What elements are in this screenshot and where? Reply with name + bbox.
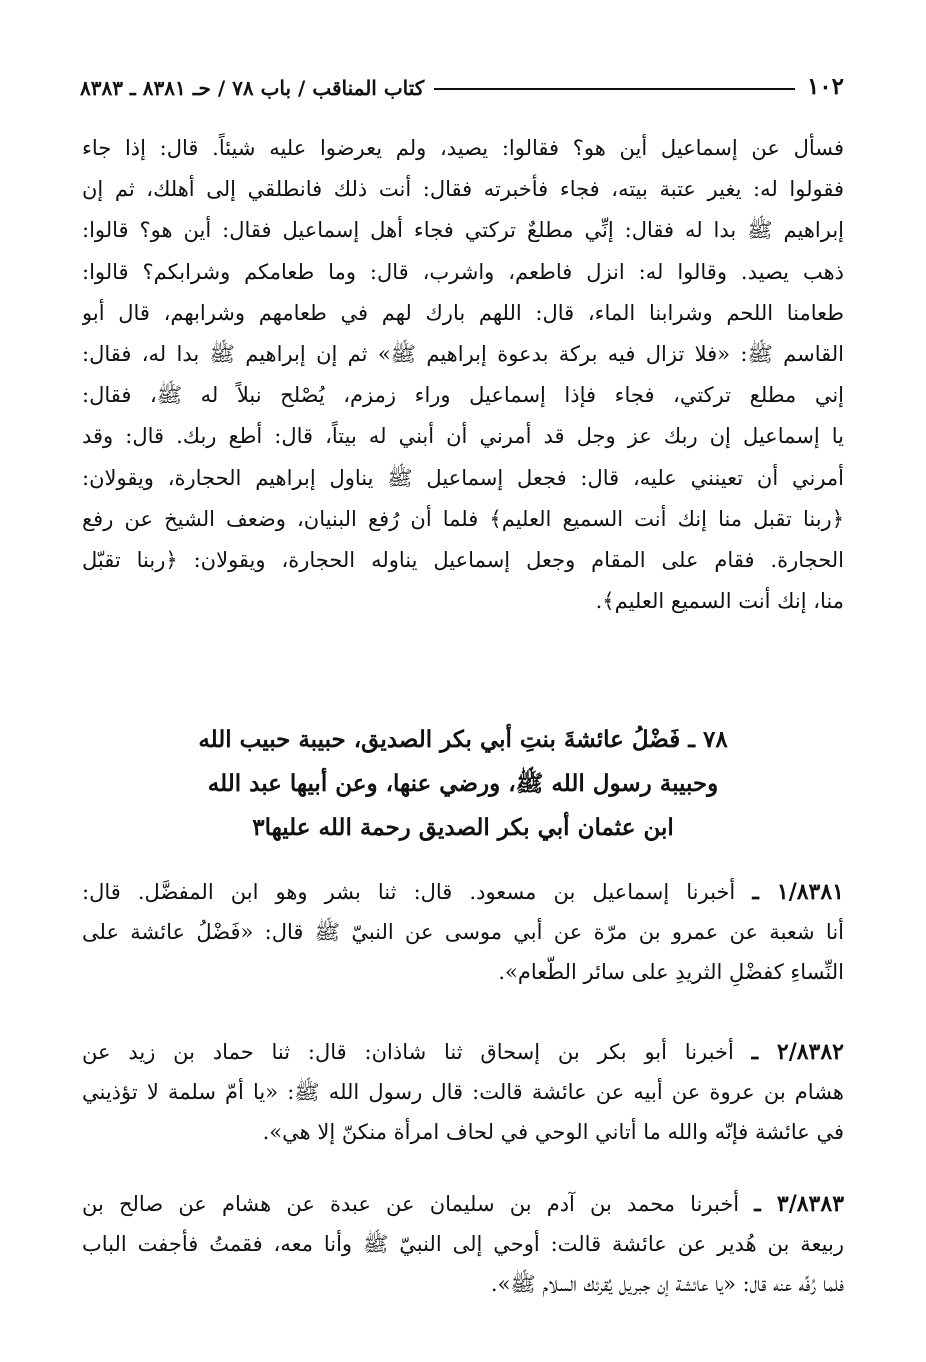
text-line: الحجارة. فقام على المقام وجعل إسماعيل يناوله الحجارة، ويقولان: ﴿ربنا تقبّل xyxy=(82,548,844,573)
heading-line: ٧٨ ـ فَضْلُ عائشةَ بنتِ أبي بكر الصديق، حبيبة حبيب الله xyxy=(198,726,728,753)
section-heading xyxy=(82,718,844,850)
hadith-text: أخبرنا محمد بن آدم بن سليمان عن عبدة عن هشام عن صالح بن xyxy=(82,1192,755,1216)
hadith-entry xyxy=(82,1032,844,1152)
heading-line: وحبيبة رسول الله ﷺ، ورضي عنها، وعن أبيها عبد الله xyxy=(207,770,719,797)
text-line: أمرني أن تعينني عليه، قال: فجعل إسماعيل ﷺ يناول إبراهيم الحجارة، ويقولان: xyxy=(82,465,844,490)
text-line: ذهب يصيد. وقالوا له: انزل فاطعم، واشرب، قال: وما طعامكم وشرابكم؟ قالوا: xyxy=(82,259,844,284)
text-line: إني مطلع تركتي، فجاء فإذا إسماعيل وراء زمزم، يُصْلح نبلاً له ﷺ، فقال: xyxy=(82,383,844,408)
running-title: كتاب المناقب / باب ٧٨ / حـ ٨٣٨١ ـ ٨٣٨٣ xyxy=(80,76,425,100)
hadith-number: ١/٨٣٨١ ـ xyxy=(752,879,844,905)
page-header xyxy=(80,66,844,100)
hadith-number: ٣/٨٣٨٣ ـ xyxy=(754,1191,844,1217)
text-line: أنا شعبة عن عمرو بن مرّة عن أبي موسى عن النبيّ ﷺ قال: «فَضْلُ عائشة على xyxy=(82,920,844,944)
text-line: فقولوا له: يغير عتبة بيته، فجاء فأخبرته فقال: أنت ذلك فانطلقي إلى أهلك، ثم إن xyxy=(82,177,844,202)
heading-line: ابن عثمان أبي بكر الصديق رحمة الله عليها٣ xyxy=(252,814,674,841)
text-line: ﴿ربنا تقبل منا إنك أنت السميع العليم﴾ فلما أن رُفع البنيان، وضعف الشيخ عن رفع xyxy=(82,506,844,531)
text-line: النِّساءِ كفضْلِ الثريدِ على سائر الطّعام». xyxy=(498,960,844,984)
text-line xyxy=(82,872,844,912)
text-line: هشام بن عروة عن أبيه عن عائشة قالت: قال رسول الله ﷺ: «يا أمّ سلمة لا تؤذيني xyxy=(82,1080,844,1104)
page-number: ١٠٢ xyxy=(806,73,844,100)
text-line: ربيعة بن هُدير عن عائشة قالت: أوحي إلى النبيّ ﷺ وأنا معه، فقمتُ فأجفت الباب xyxy=(82,1232,844,1256)
text-line: في عائشة فإنّه والله ما أتاني الوحي في لحاف امرأة منكنّ إلا هي». xyxy=(262,1120,844,1144)
text-line: القاسم ﷺ: «فلا تزال فيه بركة بدعوة إبراهيم ﷺ» ثم إن إبراهيم ﷺ بدا له، فقال: xyxy=(82,342,844,367)
hadith-entry xyxy=(82,872,844,992)
hadith-text: أخبرنا إسماعيل بن مسعود. قال: ثنا بشر وهو ابن المفضَّل. قال: xyxy=(82,880,753,904)
hadith-entry xyxy=(82,1184,844,1304)
hadith-number: ٢/٨٣٨٢ ـ xyxy=(751,1039,844,1065)
text-line xyxy=(82,1032,844,1072)
intro-paragraph xyxy=(82,128,844,622)
hadith-text: أخبرنا أبو بكر بن إسحاق ثنا شاذان: قال: ثنا حماد بن زيد عن xyxy=(82,1040,752,1064)
text-line: طعامنا اللحم وشرابنا الماء، قال: اللهم بارك لهم في طعامهم وشرابهم، قال أبو xyxy=(82,300,844,325)
text-line: منا، إنك أنت السميع العليم﴾. xyxy=(595,589,844,614)
text-line: يا إسماعيل إن ربك عز وجل قد أمرني أن أبني له بيتاً، قال: أطع ربك. قال: وقد xyxy=(82,424,844,449)
text-line: إبراهيم ﷺ بدا له فقال: إنِّي مطلعٌ تركتي فجاء أهل إسماعيل فقال: أين هو؟ قالوا: xyxy=(82,218,844,243)
header-rule xyxy=(434,88,795,90)
text-line: فسأل عن إسماعيل أين هو؟ فقالوا: يصيد، ولم يعرضوا عليه شيئاً. قال: إذا جاء xyxy=(82,136,844,160)
text-line: فلما رُفِّه عنه قال: «يا عائشة إن جبريل يُقرئك السلام ﷺ». xyxy=(490,1272,844,1296)
text-line xyxy=(82,1184,844,1224)
